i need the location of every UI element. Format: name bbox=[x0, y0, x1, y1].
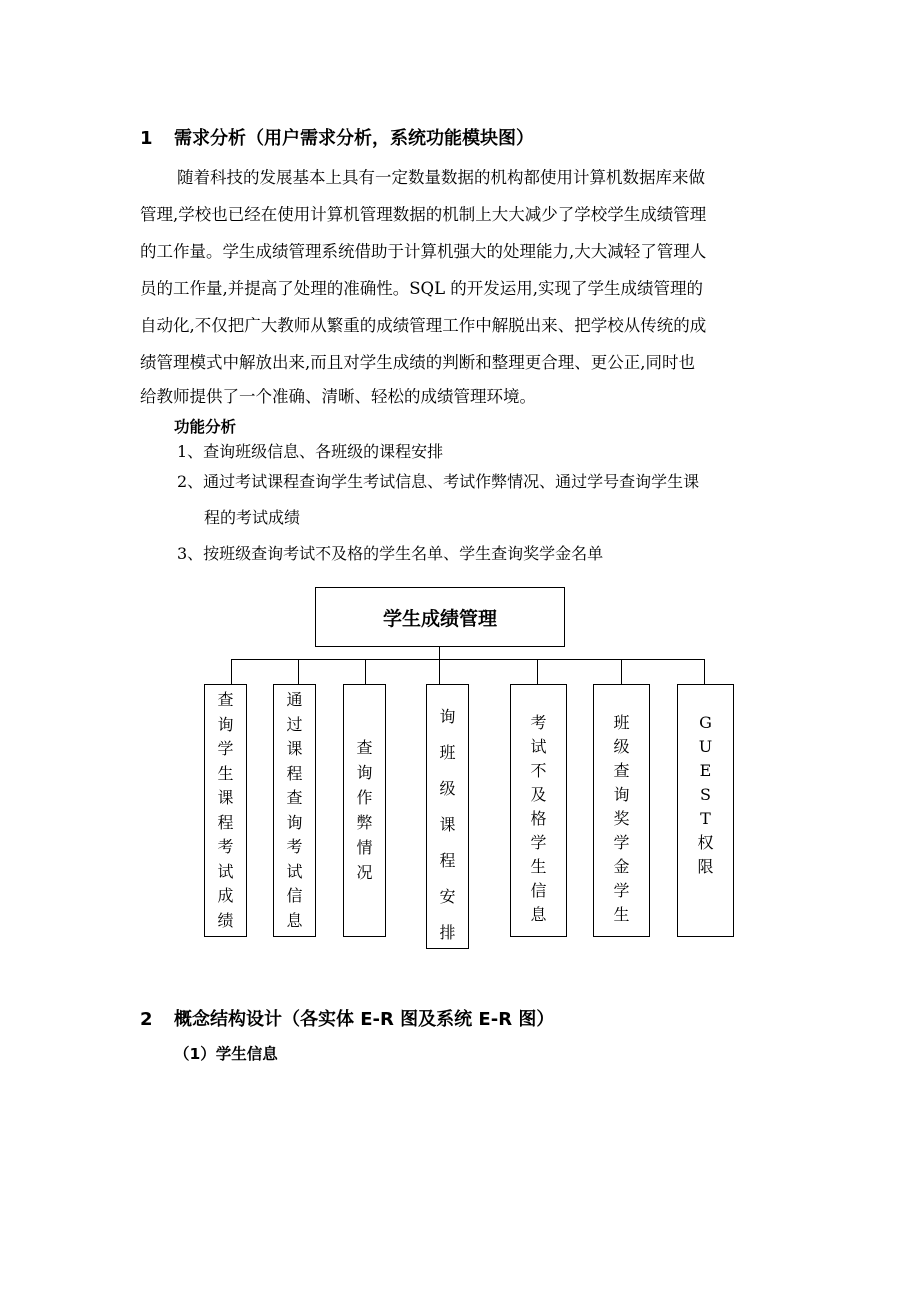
connector-line bbox=[621, 659, 622, 684]
module-char: 程 bbox=[217, 812, 234, 832]
paragraph-line: 给教师提供了一个准确、清晰、轻松的成绩管理环境。 bbox=[140, 387, 536, 406]
function-item: 1、查询班级信息、各班级的课程安排 bbox=[177, 442, 444, 461]
module-char: 息 bbox=[530, 905, 547, 924]
section-2-number: 2 bbox=[140, 1009, 153, 1030]
connector-line bbox=[704, 659, 705, 684]
module-char: 询 bbox=[217, 714, 234, 734]
module-char: 班 bbox=[439, 743, 456, 762]
module-box-course-exam-info bbox=[273, 684, 316, 937]
module-char: 学 bbox=[530, 833, 547, 852]
module-char: 试 bbox=[286, 861, 303, 881]
module-char: E bbox=[699, 761, 712, 780]
function-analysis-heading: 功能分析 bbox=[174, 418, 237, 436]
module-char: 学 bbox=[613, 881, 630, 900]
section-1-heading bbox=[140, 124, 534, 150]
module-char: 课 bbox=[286, 739, 303, 758]
module-char: 程 bbox=[286, 763, 303, 783]
module-char: 课 bbox=[439, 815, 456, 834]
module-box-query-course-score bbox=[204, 684, 247, 937]
paragraph-line: 员的工作量,并提高了处理的准确性。SQL 的开发运用,实现了学生成绩管理的 bbox=[140, 279, 704, 298]
module-char: 查 bbox=[286, 788, 303, 807]
module-char: 弊 bbox=[356, 813, 373, 832]
paragraph-line: 的工作量。学生成绩管理系统借助于计算机强大的处理能力,大大减轻了管理人 bbox=[140, 242, 707, 261]
section-2-heading bbox=[140, 1005, 554, 1031]
module-char: 考 bbox=[217, 837, 234, 856]
module-char: G bbox=[699, 713, 712, 732]
module-char: 作 bbox=[356, 788, 373, 807]
module-char: 安 bbox=[439, 887, 456, 906]
module-char: 试 bbox=[530, 737, 547, 756]
connector-line bbox=[365, 659, 366, 684]
module-char: 试 bbox=[217, 861, 234, 881]
module-char: 生 bbox=[613, 905, 630, 924]
subsection-student-info: （1）学生信息 bbox=[174, 1045, 278, 1063]
module-char: 级 bbox=[439, 779, 456, 798]
module-char: 信 bbox=[286, 886, 303, 905]
module-char: 信 bbox=[530, 881, 547, 900]
module-char: 询 bbox=[439, 707, 456, 726]
module-char: 查 bbox=[356, 738, 373, 757]
module-char: 况 bbox=[356, 863, 373, 882]
module-char: 学 bbox=[613, 833, 630, 852]
module-char: 生 bbox=[530, 857, 547, 876]
module-char: 排 bbox=[439, 923, 456, 942]
module-char: U bbox=[698, 737, 713, 756]
module-char: 金 bbox=[613, 857, 630, 876]
module-char: 询 bbox=[286, 812, 303, 832]
module-box-class-course-schedule bbox=[426, 684, 469, 949]
module-box-scholarship-students bbox=[593, 684, 650, 937]
connector-line bbox=[231, 659, 705, 660]
section-2-title: 概念结构设计（各实体 E-R 图及系统 E-R 图） bbox=[174, 1009, 555, 1030]
module-char: 生 bbox=[217, 763, 234, 783]
module-char: 询 bbox=[613, 785, 630, 804]
module-char: 询 bbox=[356, 763, 373, 782]
module-char: 考 bbox=[530, 713, 547, 732]
module-char: 程 bbox=[439, 851, 456, 870]
connector-line bbox=[537, 659, 538, 684]
function-item: 2、通过考试课程查询学生考试信息、考试作弊情况、通过学号查询学生课 bbox=[177, 472, 700, 491]
section-1-title: 需求分析（用户需求分析，系统功能模块图） bbox=[174, 128, 534, 149]
module-char: 班 bbox=[613, 713, 630, 732]
module-char: 过 bbox=[286, 714, 303, 734]
paragraph-line: 绩管理模式中解放出来,而且对学生成绩的判断和整理更合理、更公正,同时也 bbox=[140, 353, 695, 372]
paragraph-line: 管理,学校也已经在使用计算机管理数据的机制上大大减少了学校学生成绩管理 bbox=[140, 205, 707, 224]
module-char: 查 bbox=[217, 690, 234, 709]
section-1-number: 1 bbox=[140, 128, 153, 149]
function-item: 3、按班级查询考试不及格的学生名单、学生查询奖学金名单 bbox=[177, 544, 604, 563]
module-char: T bbox=[700, 809, 711, 828]
module-box-guest-permission bbox=[677, 684, 734, 937]
module-char: 奖 bbox=[613, 809, 630, 828]
module-box-failed-students bbox=[510, 684, 567, 937]
module-char: 限 bbox=[697, 857, 714, 876]
module-char: 查 bbox=[613, 761, 630, 780]
module-char: 级 bbox=[613, 737, 630, 756]
paragraph-line: 随着科技的发展基本上具有一定数量数据的机构都使用计算机数据库来做 bbox=[177, 168, 705, 187]
module-box-cheating-query bbox=[343, 684, 386, 937]
module-char: 权 bbox=[697, 833, 714, 852]
connector-line bbox=[298, 659, 299, 684]
diagram-root-box: 学生成绩管理 bbox=[315, 587, 565, 647]
module-char: 格 bbox=[530, 809, 547, 828]
module-char: 不 bbox=[530, 761, 547, 780]
module-char: 及 bbox=[530, 785, 547, 804]
module-char: 学 bbox=[217, 739, 234, 758]
module-char: 通 bbox=[286, 690, 303, 709]
module-char: 成 bbox=[217, 886, 234, 905]
module-char: 息 bbox=[286, 910, 303, 930]
module-char: 情 bbox=[356, 838, 373, 857]
connector-line bbox=[231, 659, 232, 684]
connector-line bbox=[439, 659, 440, 684]
function-item-continuation: 程的考试成绩 bbox=[204, 508, 301, 527]
module-char: 绩 bbox=[217, 910, 234, 930]
paragraph-line: 自动化,不仅把广大教师从繁重的成绩管理工作中解脱出来、把学校从传统的成 bbox=[140, 316, 707, 335]
module-char: 考 bbox=[286, 837, 303, 856]
module-char: S bbox=[700, 785, 711, 804]
module-char: 课 bbox=[217, 788, 234, 807]
